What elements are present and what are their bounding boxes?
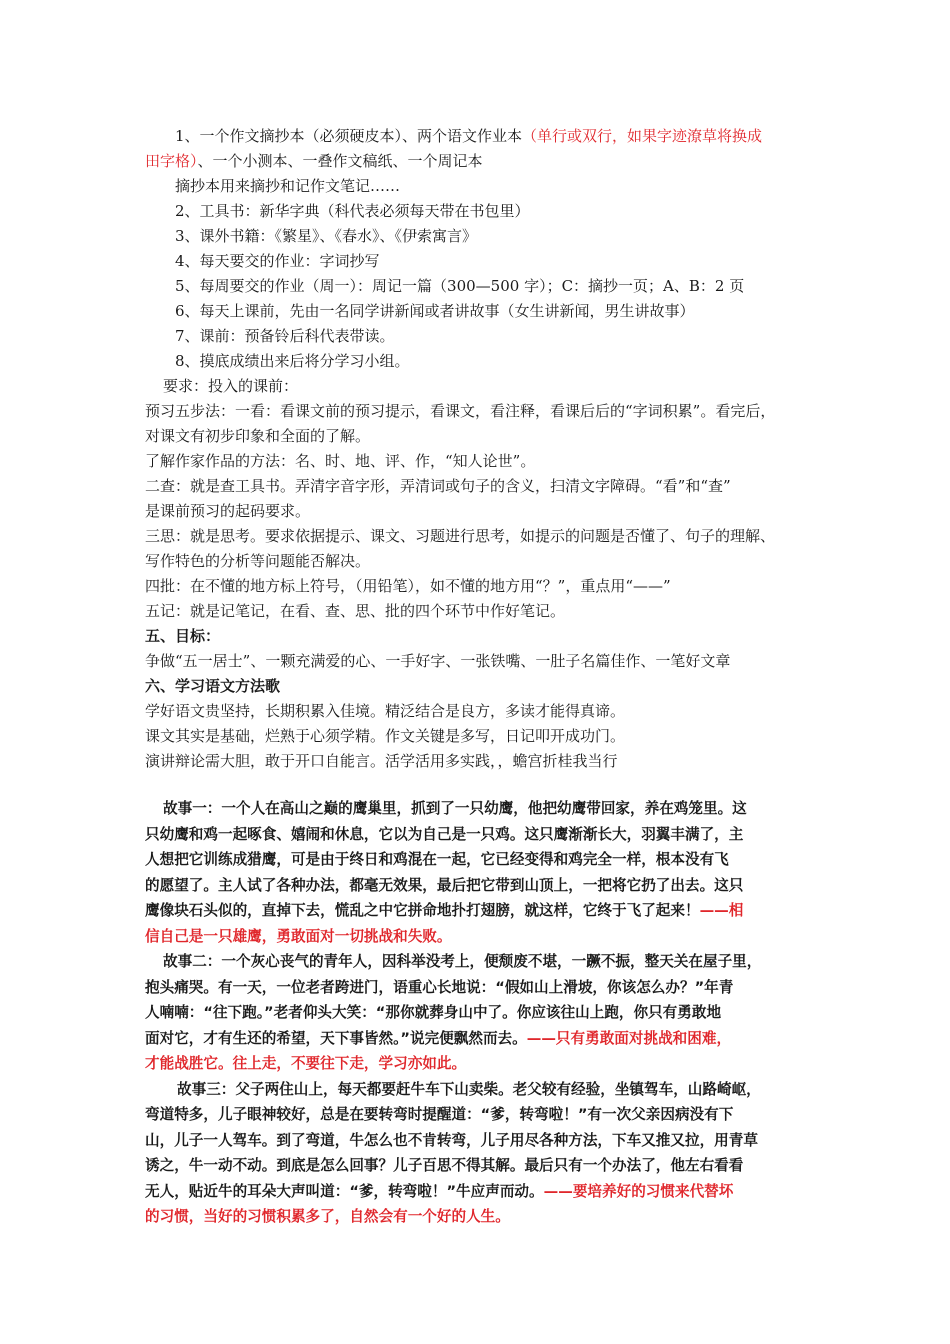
story-2-moral: ——只有勇敢面对挑战和困难， — [526, 1029, 732, 1047]
story-3-moral: ——要培养好的习惯来代替坏 — [543, 1182, 734, 1200]
song-line-3: 演讲辩论需大胆，敢于开口自能言。活学活用多实践，，蟾宫折桂我当行 — [145, 752, 618, 770]
step-2-cont: 是课前预习的起码要求。 — [145, 502, 311, 520]
list-item-5: 5、每周要交的作业（周一）：周记一篇（300—500 字）；C：摘抄一页；A、B：2 页 — [175, 277, 745, 295]
goal-text: 争做“五一居士”、一颗充满爱的心、一手好字、一张铁嘴、一肚子名篇佳作、一笔好文章 — [145, 652, 731, 670]
song-line-2: 课文其实是基础，烂熟于心须学精。作文关键是多写，日记叩开成功门。 — [145, 727, 626, 745]
list-item-1: 1、一个作文摘抄本（必须硬皮本）、两个语文作业本（单行或双行，如果字迹潦草将换成 — [175, 127, 763, 145]
story-3-line-1: 故事三：父子两住山上，每天都要赶牛车下山卖柴。老父较有经验，坐镇驾车，山路崎岖， — [177, 1080, 761, 1098]
story-1-line-2: 只幼鹰和鸡一起啄食、嬉闹和休息，它以为自己是一只鸡。这只鹰渐渐长大，羽翼丰满了，主 — [145, 825, 744, 843]
step-4: 四批：在不懂的地方标上符号，（用铅笔），如不懂的地方用“？”，重点用“——” — [145, 577, 671, 595]
step-5: 五记：就是记笔记，在看、查、思、批的四个环节中作好笔记。 — [145, 602, 566, 620]
list-item-7: 7、课前：预备铃后科代表带读。 — [175, 327, 395, 345]
story-3-line-5: 无人，贴近牛的耳朵大声叫道：“爹，转弯啦！”牛应声而动。——要培养好的习惯来代替坏 — [145, 1182, 734, 1200]
song-line-1: 学好语文贵坚持，长期积累入佳境。精泛结合是良方，多读才能得真谛。 — [145, 702, 626, 720]
red-note: （单行或双行，如果字迹潦草将换成 — [522, 127, 763, 145]
story-1-moral: ——相 — [699, 902, 744, 919]
document-page — [145, 124, 810, 1230]
story-3-line-2: 弯道特多，儿子眼神较好，总是在要转弯时提醒道：“爹，转弯啦！”有一次父亲因病没有下 — [145, 1106, 734, 1123]
story-1-line-5: 鹰像块石头似的，直掉下去，慌乱之中它拼命地扑打翅膀，就这样，它终于飞了起来！——相 — [145, 902, 744, 919]
step-2: 二查：就是查工具书。弄清字音字形，弄清词或句子的含义，扫清文字障碍。“看”和“查” — [145, 477, 731, 495]
story-1-line-4: 的愿望了。主人试了各种办法，都毫无效果，最后把它带到山顶上，一把将它扔了出去。这只 — [145, 876, 744, 894]
story-1-line-3: 人想把它训练成猎鹰，可是由于终日和鸡混在一起，它已经变得和鸡完全一样，根本没有飞 — [145, 851, 729, 868]
story-2-line-1: 故事二：一个灰心丧气的青年人，因科举没考上，便颓废不堪，一蹶不振，整天关在屋子里， — [163, 953, 762, 970]
story-1-moral-cont: 信自己是一只雄鹰，勇敢面对一切挑战和失败。 — [145, 927, 452, 945]
author-method: 了解作家作品的方法：名、时、地、评、作，“知人论世”。 — [145, 452, 536, 470]
story-2-line-2: 抱头痛哭。有一天，一位老者跨进门，语重心长地说：“假如山上滑坡，你该怎么办？”年青 — [145, 978, 734, 996]
list-item-2: 2、工具书：新华字典（科代表必须每天带在书包里） — [175, 202, 530, 220]
requirement-line: 要求：投入的课前： — [163, 377, 299, 395]
list-item-8: 8、摸底成绩出来后将分学习小组。 — [175, 352, 410, 370]
step-3-cont: 写作特色的分析等问题能否解决。 — [145, 552, 371, 570]
story-2-line-4: 面对它，才有生还的希望，天下事皆然。”说完便飘然而去。——只有勇敢面对挑战和困难， — [145, 1029, 732, 1047]
step-1-cont: 对课文有初步印象和全面的了解。 — [145, 427, 371, 445]
list-item-3: 3、课外书籍：《繁星》、《春水》、《伊索寓言》 — [175, 227, 478, 245]
red-note-cont: 田字格） — [145, 152, 198, 170]
list-item-1-note: 摘抄本用来摘抄和记作文笔记…… — [175, 177, 401, 195]
goal-heading: 五、目标： — [145, 627, 221, 645]
story-3-line-4: 诱之，牛一动不动。到底是怎么回事？儿子百思不得其解。最后只有一个办法了，他左右看看 — [145, 1157, 744, 1174]
story-2-line-3: 人喃喃：“往下跑。”老者仰头大笑：“那你就葬身山中了。你应该往山上跑，你只有勇敢地 — [145, 1004, 722, 1021]
list-item-6: 6、每天上课前，先由一名同学讲新闻或者讲故事（女生讲新闻，男生讲故事） — [175, 302, 695, 320]
step-3: 三思：就是思考。要求依据提示、课文、习题进行思考，如提示的问题是否懂了、句子的理解、 — [145, 527, 776, 545]
story-3-line-3: 山，儿子一人驾车。到了弯道，牛怎么也不肯转弯，儿子用尽各种方法，下车又推又拉，用青草 — [145, 1131, 758, 1149]
song-heading: 六、学习语文方法歌 — [145, 677, 281, 695]
story-2-moral-cont: 才能战胜它。往上走，不要往下走，学习亦如此。 — [145, 1055, 467, 1072]
story-1-line-1: 故事一：一个人在高山之巅的鹰巢里，抓到了一只幼鹰，他把幼鹰带回家，养在鸡笼里。这 — [163, 800, 747, 817]
step-1: 预习五步法：一看：看课文前的预习提示，看课文，看注释，看课后后的“字词积累”。看完后， — [145, 402, 776, 420]
story-3-moral-cont: 的习惯，当好的习惯积累多了，自然会有一个好的人生。 — [145, 1208, 510, 1225]
list-item-4: 4、每天要交的作业：字词抄写 — [175, 252, 380, 270]
list-item-1-cont: 田字格）、一个小测本、一叠作文稿纸、一个周记本 — [145, 152, 483, 170]
